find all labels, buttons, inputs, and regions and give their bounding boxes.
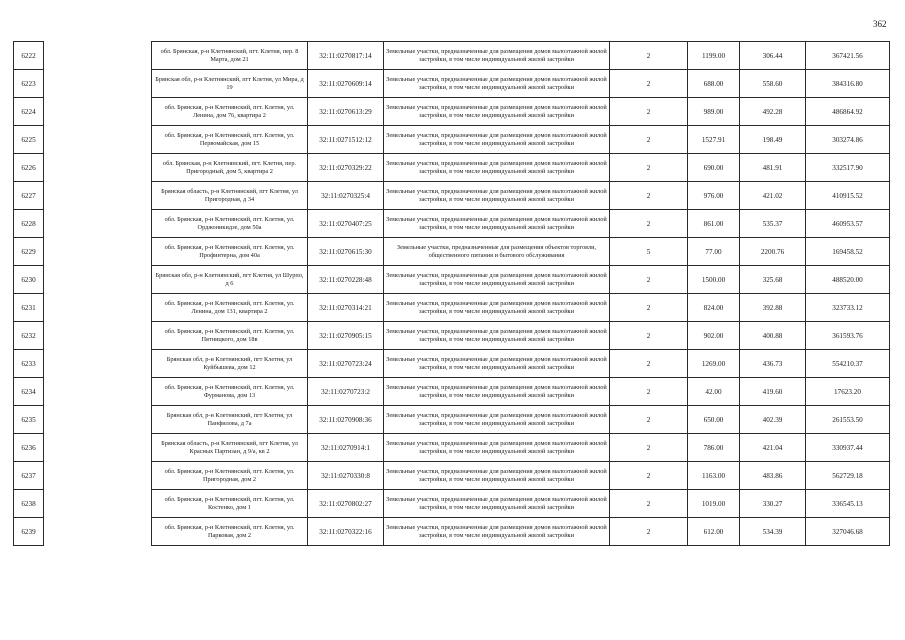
- group-cell: 2: [610, 518, 688, 546]
- address-cell: Брянская обл, р-н Клетнянский, пгт Клетня, ул Панфилова, д 7а: [152, 406, 308, 434]
- cadastral-number-cell: 32:11:0270723:2: [308, 378, 384, 406]
- address-cell: Брянская обл, р-н Клетнянский, пгт Клетня, ул Мира, д 19: [152, 70, 308, 98]
- group-cell: 2: [610, 42, 688, 70]
- address-cell: Брянская область, р-н Клетнянский, пгт Клетня, ул Пригородная, д 34: [152, 182, 308, 210]
- cadastral-number-cell: 32:11:0270802:27: [308, 490, 384, 518]
- land-use-cell: Земельные участки, предназначенные для размещения домов малоэтажной жилой застройки, в том числе индивидуальной жилой застройки: [384, 378, 610, 406]
- blank-cell: [44, 42, 152, 70]
- address-cell: обл. Брянская, р-н Клетнянский, пгт. Клетня, пер. Пригородный, дом 5, квартира 2: [152, 154, 308, 182]
- address-cell: обл. Брянская, р-н Клетнянский, пгт. Клетня, ул. Парковая, дом 2: [152, 518, 308, 546]
- address-cell: обл. Брянская, р-н Клетнянский, пгт. Клетня, ул. Первомайская, дом 15: [152, 126, 308, 154]
- blank-cell: [44, 518, 152, 546]
- group-cell: 2: [610, 154, 688, 182]
- group-cell: 2: [610, 322, 688, 350]
- table-row: [14, 266, 890, 294]
- row-number-cell: 6234: [14, 378, 44, 406]
- land-use-cell: Земельные участки, предназначенные для размещения домов малоэтажной жилой застройки, в том числе индивидуальной жилой застройки: [384, 406, 610, 434]
- address-cell: Брянская обл, р-н Клетнянский, пгт Клетня, ул Куйбышева, дом 12: [152, 350, 308, 378]
- table-row: [14, 182, 890, 210]
- blank-cell: [44, 490, 152, 518]
- cadastral-value-cell: 330937.44: [806, 434, 890, 462]
- group-cell: 2: [610, 294, 688, 322]
- row-number-cell: 6225: [14, 126, 44, 154]
- land-use-cell: Земельные участки, предназначенные для размещения домов малоэтажной жилой застройки, в том числе индивидуальной жилой застройки: [384, 154, 610, 182]
- specific-value-cell: 198.49: [740, 126, 806, 154]
- table-row: [14, 378, 890, 406]
- area-cell: 688.00: [688, 70, 740, 98]
- table-row: [14, 406, 890, 434]
- group-cell: 2: [610, 266, 688, 294]
- area-cell: 861.00: [688, 210, 740, 238]
- table-row: [14, 350, 890, 378]
- blank-cell: [44, 378, 152, 406]
- row-number-cell: 6235: [14, 406, 44, 434]
- row-number-cell: 6238: [14, 490, 44, 518]
- group-cell: 2: [610, 350, 688, 378]
- cadastral-value-table: [13, 41, 890, 546]
- specific-value-cell: 558.60: [740, 70, 806, 98]
- row-number-cell: 6236: [14, 434, 44, 462]
- cadastral-value-cell: 488520.00: [806, 266, 890, 294]
- specific-value-cell: 400.88: [740, 322, 806, 350]
- blank-cell: [44, 294, 152, 322]
- specific-value-cell: 421.04: [740, 434, 806, 462]
- cadastral-number-cell: 32:11:0270407:25: [308, 210, 384, 238]
- blank-cell: [44, 154, 152, 182]
- specific-value-cell: 534.39: [740, 518, 806, 546]
- blank-cell: [44, 210, 152, 238]
- table-row: [14, 210, 890, 238]
- blank-cell: [44, 434, 152, 462]
- group-cell: 2: [610, 490, 688, 518]
- cadastral-value-cell: 460953.57: [806, 210, 890, 238]
- specific-value-cell: 392.88: [740, 294, 806, 322]
- cadastral-value-cell: 327046.68: [806, 518, 890, 546]
- row-number-cell: 6233: [14, 350, 44, 378]
- row-number-cell: 6226: [14, 154, 44, 182]
- group-cell: 2: [610, 70, 688, 98]
- row-number-cell: 6237: [14, 462, 44, 490]
- cadastral-number-cell: 32:11:0270615:30: [308, 238, 384, 266]
- cadastral-value-cell: 367421.56: [806, 42, 890, 70]
- land-use-cell: Земельные участки, предназначенные для размещения домов малоэтажной жилой застройки, в том числе индивидуальной жилой застройки: [384, 182, 610, 210]
- blank-cell: [44, 98, 152, 126]
- row-number-cell: 6228: [14, 210, 44, 238]
- blank-cell: [44, 322, 152, 350]
- blank-cell: [44, 266, 152, 294]
- group-cell: 2: [610, 98, 688, 126]
- row-number-cell: 6229: [14, 238, 44, 266]
- group-cell: 2: [610, 210, 688, 238]
- area-cell: 989.00: [688, 98, 740, 126]
- address-cell: обл. Брянская, р-н Клетнянский, пгт. Клетня, ул. Ленина, дом 76, квартира 2: [152, 98, 308, 126]
- area-cell: 824.00: [688, 294, 740, 322]
- blank-cell: [44, 350, 152, 378]
- land-use-cell: Земельные участки, предназначенные для размещения домов малоэтажной жилой застройки, в том числе индивидуальной жилой застройки: [384, 126, 610, 154]
- land-use-cell: Земельные участки, предназначенные для размещения домов малоэтажной жилой застройки, в том числе индивидуальной жилой застройки: [384, 210, 610, 238]
- area-cell: 1199.00: [688, 42, 740, 70]
- land-use-cell: Земельные участки, предназначенные для размещения домов малоэтажной жилой застройки, в том числе индивидуальной жилой застройки: [384, 434, 610, 462]
- cadastral-value-cell: 554210.37: [806, 350, 890, 378]
- group-cell: 2: [610, 378, 688, 406]
- land-use-cell: Земельные участки, предназначенные для размещения домов малоэтажной жилой застройки, в том числе индивидуальной жилой застройки: [384, 70, 610, 98]
- specific-value-cell: 306.44: [740, 42, 806, 70]
- cadastral-value-cell: 303274.86: [806, 126, 890, 154]
- land-use-cell: Земельные участки, предназначенные для размещения домов малоэтажной жилой застройки, в том числе индивидуальной жилой застройки: [384, 462, 610, 490]
- specific-value-cell: 421.02: [740, 182, 806, 210]
- cadastral-value-cell: 332517.90: [806, 154, 890, 182]
- cadastral-value-cell: 336545.13: [806, 490, 890, 518]
- cadastral-value-cell: 562729.18: [806, 462, 890, 490]
- table-row: [14, 238, 890, 266]
- specific-value-cell: 402.39: [740, 406, 806, 434]
- address-cell: обл. Брянская, р-н Клетнянский, пгт. Клетня, ул. Костенко, дом 1: [152, 490, 308, 518]
- row-number-cell: 6239: [14, 518, 44, 546]
- blank-cell: [44, 406, 152, 434]
- specific-value-cell: 330.27: [740, 490, 806, 518]
- row-number-cell: 6230: [14, 266, 44, 294]
- table-row: [14, 462, 890, 490]
- cadastral-number-cell: 32:11:0270314:21: [308, 294, 384, 322]
- address-cell: обл. Брянская, р-н Клетнянский, пгт. Клетня, пер. 8 Марта, дом 21: [152, 42, 308, 70]
- area-cell: 77.00: [688, 238, 740, 266]
- cadastral-number-cell: 32:11:0271512:12: [308, 126, 384, 154]
- cadastral-number-cell: 32:11:0270914:1: [308, 434, 384, 462]
- group-cell: 2: [610, 434, 688, 462]
- land-use-cell: Земельные участки, предназначенные для размещения домов малоэтажной жилой застройки, в том числе индивидуальной жилой застройки: [384, 490, 610, 518]
- cadastral-number-cell: 32:11:0270817:14: [308, 42, 384, 70]
- cadastral-value-cell: 486864.92: [806, 98, 890, 126]
- cadastral-value-cell: 361593.76: [806, 322, 890, 350]
- address-cell: обл. Брянская, р-н Клетнянский, пгт. Клетня, ул. Пятницкого, дом 18в: [152, 322, 308, 350]
- row-number-cell: 6224: [14, 98, 44, 126]
- blank-cell: [44, 182, 152, 210]
- page-number: 362: [873, 19, 887, 29]
- group-cell: 2: [610, 406, 688, 434]
- table-row: [14, 42, 890, 70]
- table-row: [14, 434, 890, 462]
- cadastral-number-cell: 32:11:0270908:36: [308, 406, 384, 434]
- cadastral-value-cell: 261553.50: [806, 406, 890, 434]
- cadastral-number-cell: 32:11:0270329:22: [308, 154, 384, 182]
- blank-cell: [44, 70, 152, 98]
- address-cell: обл. Брянская, р-н Клетнянский, пгт. Клетня, ул. Пригородная, дом 2: [152, 462, 308, 490]
- land-use-cell: Земельные участки, предназначенные для размещения домов малоэтажной жилой застройки, в том числе индивидуальной жилой застройки: [384, 518, 610, 546]
- group-cell: 5: [610, 238, 688, 266]
- cadastral-value-cell: 17623.20: [806, 378, 890, 406]
- area-cell: 650.00: [688, 406, 740, 434]
- cadastral-number-cell: 32:11:0270613:29: [308, 98, 384, 126]
- area-cell: 976.00: [688, 182, 740, 210]
- cadastral-value-cell: 384316.80: [806, 70, 890, 98]
- specific-value-cell: 325.68: [740, 266, 806, 294]
- table-row: [14, 126, 890, 154]
- area-cell: 1500.00: [688, 266, 740, 294]
- cadastral-number-cell: 32:11:0270905:15: [308, 322, 384, 350]
- blank-cell: [44, 126, 152, 154]
- land-use-cell: Земельные участки, предназначенные для размещения домов малоэтажной жилой застройки, в том числе индивидуальной жилой застройки: [384, 266, 610, 294]
- address-cell: обл. Брянская, р-н Клетнянский, пгт. Клетня, ул. Профинтерна, дом 40а: [152, 238, 308, 266]
- row-number-cell: 6231: [14, 294, 44, 322]
- land-use-cell: Земельные участки, предназначенные для размещения объектов торговли, общественного питания и бытового обслуживания: [384, 238, 610, 266]
- group-cell: 2: [610, 126, 688, 154]
- blank-cell: [44, 238, 152, 266]
- specific-value-cell: 492.28: [740, 98, 806, 126]
- table-row: [14, 490, 890, 518]
- area-cell: 786.00: [688, 434, 740, 462]
- area-cell: 612.00: [688, 518, 740, 546]
- blank-cell: [44, 462, 152, 490]
- row-number-cell: 6232: [14, 322, 44, 350]
- cadastral-value-cell: 323733.12: [806, 294, 890, 322]
- address-cell: обл. Брянская, р-н Клетнянский, пгт. Клетня, ул. Орджоникидзе, дом 50а: [152, 210, 308, 238]
- area-cell: 42.00: [688, 378, 740, 406]
- table-row: [14, 518, 890, 546]
- land-use-cell: Земельные участки, предназначенные для размещения домов малоэтажной жилой застройки, в том числе индивидуальной жилой застройки: [384, 350, 610, 378]
- area-cell: 690.00: [688, 154, 740, 182]
- cadastral-number-cell: 32:11:0270330:8: [308, 462, 384, 490]
- specific-value-cell: 436.73: [740, 350, 806, 378]
- cadastral-number-cell: 32:11:0270322:16: [308, 518, 384, 546]
- area-cell: 902.00: [688, 322, 740, 350]
- land-use-cell: Земельные участки, предназначенные для размещения домов малоэтажной жилой застройки, в том числе индивидуальной жилой застройки: [384, 98, 610, 126]
- table-row: [14, 322, 890, 350]
- cadastral-number-cell: 32:11:0270228:48: [308, 266, 384, 294]
- table-row: [14, 98, 890, 126]
- cadastral-number-cell: 32:11:0270609:14: [308, 70, 384, 98]
- table-row: [14, 70, 890, 98]
- row-number-cell: 6227: [14, 182, 44, 210]
- specific-value-cell: 2200.76: [740, 238, 806, 266]
- address-cell: Брянская область, р-н Клетнянский, пгт Клетня, ул Красных Партизан, д 9/а, кв 2: [152, 434, 308, 462]
- row-number-cell: 6222: [14, 42, 44, 70]
- area-cell: 1527.91: [688, 126, 740, 154]
- cadastral-value-cell: 410915.52: [806, 182, 890, 210]
- specific-value-cell: 483.86: [740, 462, 806, 490]
- row-number-cell: 6223: [14, 70, 44, 98]
- land-use-cell: Земельные участки, предназначенные для размещения домов малоэтажной жилой застройки, в том числе индивидуальной жилой застройки: [384, 42, 610, 70]
- group-cell: 2: [610, 182, 688, 210]
- address-cell: обл. Брянская, р-н Клетнянский, пгт. Клетня, ул. Ленина, дом 131, квартира 2: [152, 294, 308, 322]
- area-cell: 1019.00: [688, 490, 740, 518]
- address-cell: Брянская обл, р-н Клетнянский, пгт Клетня, ул Шурпо, д 6: [152, 266, 308, 294]
- address-cell: обл. Брянская, р-н Клетнянский, пгт. Клетня, ул. Фурманова, дом 13: [152, 378, 308, 406]
- table-row: [14, 154, 890, 182]
- cadastral-number-cell: 32:11:0270325:4: [308, 182, 384, 210]
- land-use-cell: Земельные участки, предназначенные для размещения домов малоэтажной жилой застройки, в том числе индивидуальной жилой застройки: [384, 322, 610, 350]
- group-cell: 2: [610, 462, 688, 490]
- specific-value-cell: 419.60: [740, 378, 806, 406]
- table-row: [14, 294, 890, 322]
- cadastral-value-cell: 169458.52: [806, 238, 890, 266]
- cadastral-number-cell: 32:11:0270723:24: [308, 350, 384, 378]
- specific-value-cell: 535.37: [740, 210, 806, 238]
- specific-value-cell: 481.91: [740, 154, 806, 182]
- land-use-cell: Земельные участки, предназначенные для размещения домов малоэтажной жилой застройки, в том числе индивидуальной жилой застройки: [384, 294, 610, 322]
- area-cell: 1269.00: [688, 350, 740, 378]
- area-cell: 1163.00: [688, 462, 740, 490]
